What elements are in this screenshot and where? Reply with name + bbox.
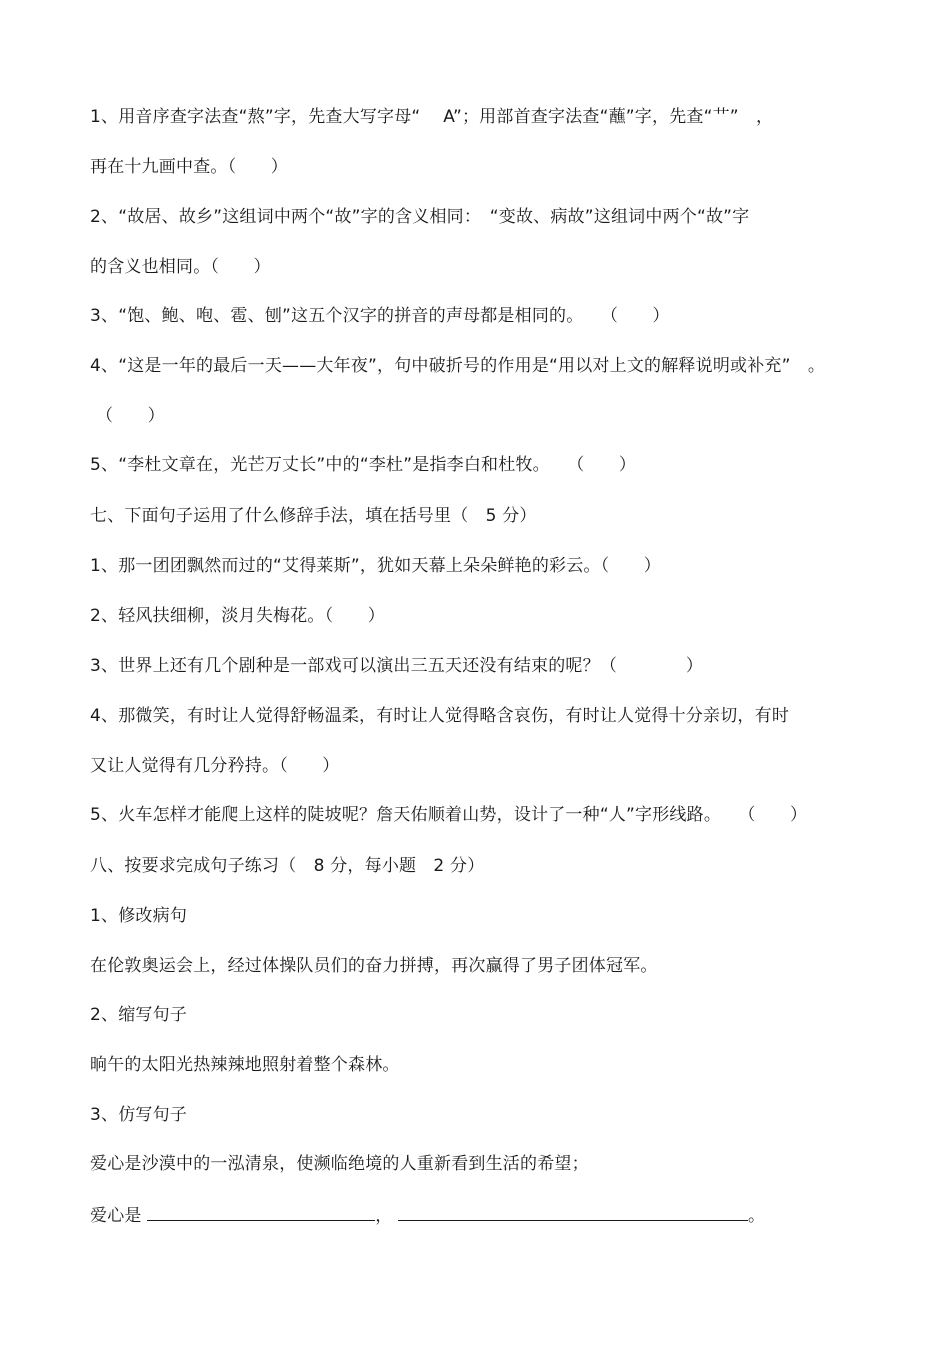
rhetoric-item-1: 1、那一团团飘然而过的“艾得莱斯”，犹如天幕上朵朵鲜艳的彩云。（ ）	[90, 556, 661, 576]
exercise-1-sentence: 在伦敦奥运会上，经过体操队员们的奋力拼搏，再次赢得了男子团体冠军。	[90, 956, 658, 976]
question-2-line-1: 2、“故居、故乡”这组词中两个“故”字的含义相同： “变故、病故”这组词中两个“故”字	[90, 207, 750, 227]
question-4-line-2: （ ）	[96, 406, 165, 426]
question-5: 5、“李杜文章在，光芒万丈长”中的“李杜”是指李白和杜牧。 （ ）	[90, 455, 637, 475]
answer-blank-2[interactable]	[398, 1204, 748, 1221]
question-1-line-1: 1、用音序查字法查“熬”字，先查大写字母“ A”；用部首查字法查“蘸”字，先查“艹” ，	[90, 107, 774, 127]
question-1-line-2: 再在十九画中查。（ ）	[90, 157, 288, 177]
rhetoric-item-3: 3、世界上还有几个剧种是一部戏可以演出三五天还没有结束的呢？（ ）	[90, 656, 704, 676]
question-4-line-1: 4、“这是一年的最后一天——大年夜”，句中破折号的作用是“用以对上文的解释说明或补充” 。	[90, 356, 826, 376]
rhetoric-item-5: 5、火车怎样才能爬上这样的陡坡呢？詹天佑顺着山势，设计了一种“人”字形线路。 （ ）	[90, 805, 808, 825]
fill-line-suffix: 。	[748, 1206, 766, 1226]
rhetoric-item-4-line-2: 又让人觉得有几分矜持。（ ）	[90, 756, 340, 776]
fill-line-prefix: 爱心是	[90, 1206, 142, 1226]
fill-line-separator: ，	[375, 1206, 393, 1226]
rhetoric-item-2: 2、轻风扶细柳，淡月失梅花。（ ）	[90, 606, 385, 626]
section-7-heading: 七、下面句子运用了什么修辞手法，填在括号里（ 5 分）	[90, 506, 537, 526]
exercise-1-title: 1、修改病句	[90, 906, 188, 926]
imitation-fill-line	[90, 1204, 765, 1227]
exercise-2-sentence: 晌午的太阳光热辣辣地照射着整个森林。	[90, 1055, 400, 1075]
rhetoric-item-4-line-1: 4、那微笑，有时让人觉得舒畅温柔，有时让人觉得略含哀伤，有时让人觉得十分亲切，有时	[90, 706, 790, 726]
question-3: 3、“饱、鲍、咆、雹、刨”这五个汉字的拼音的声母都是相同的。 （ ）	[90, 306, 670, 326]
question-2-line-2: 的含义也相同。（ ）	[90, 257, 271, 277]
answer-blank-1[interactable]	[147, 1204, 375, 1221]
exercise-3-example: 爱心是沙漠中的一泓清泉，使濒临绝境的人重新看到生活的希望；	[90, 1154, 589, 1174]
exercise-3-title: 3、仿写句子	[90, 1105, 188, 1125]
section-8-heading: 八、按要求完成句子练习（ 8 分，每小题 2 分）	[90, 856, 485, 876]
exercise-2-title: 2、缩写句子	[90, 1005, 188, 1025]
